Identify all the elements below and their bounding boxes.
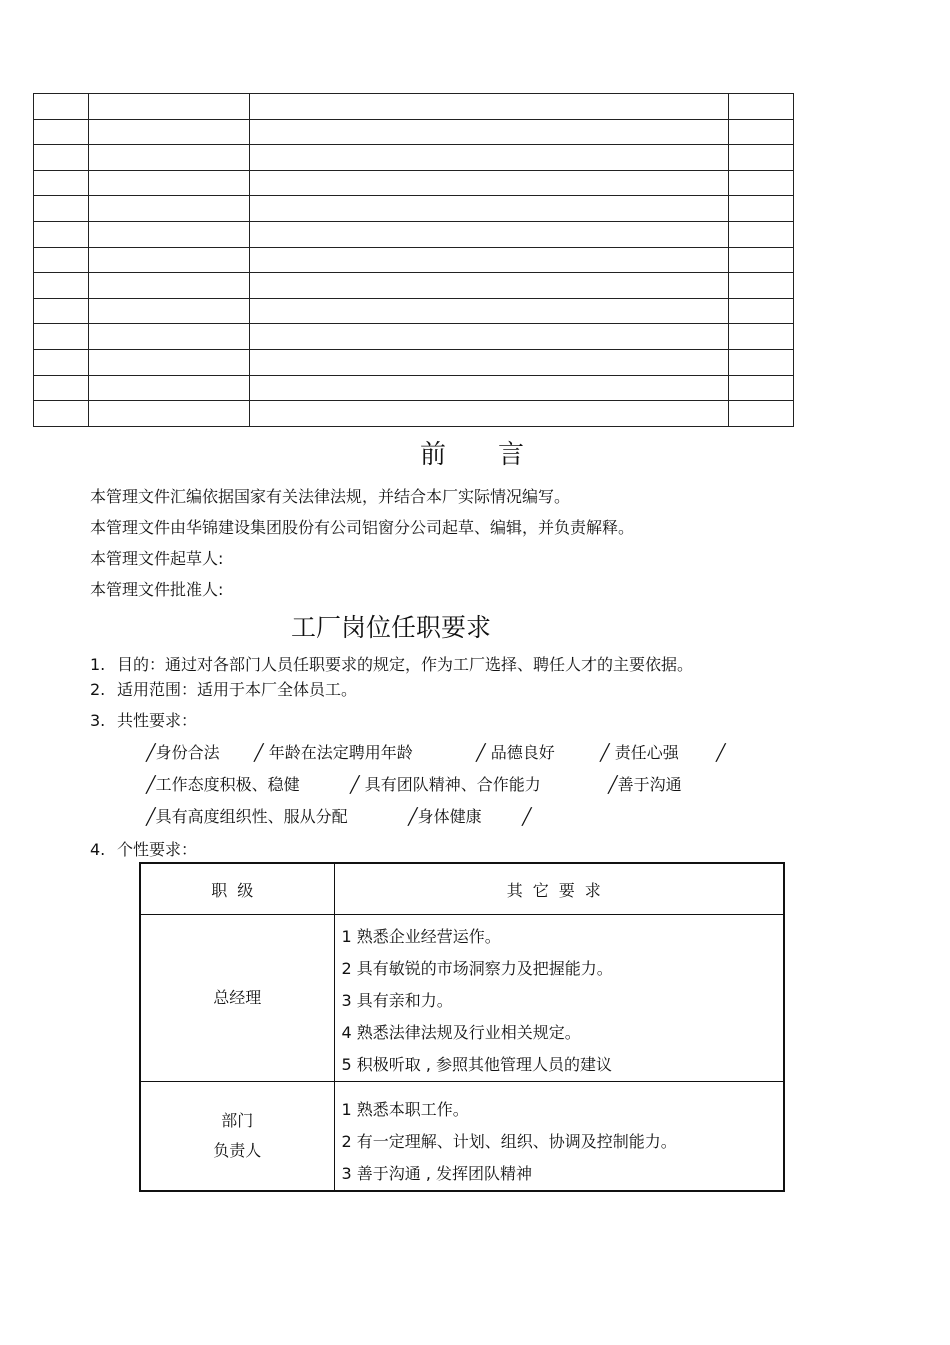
- role-cell: [140, 915, 334, 1082]
- blank-cell: [34, 324, 89, 350]
- blank-cell: [89, 349, 250, 375]
- trait: ╱善于沟通: [608, 775, 682, 794]
- blank-cell: [250, 94, 729, 120]
- header-level: 职级: [140, 863, 334, 915]
- header-other-requirements: 其它要求: [334, 863, 784, 915]
- blank-cell: [89, 247, 250, 273]
- blank-cell: [250, 145, 729, 171]
- blank-cell: [89, 196, 250, 222]
- table-header-row: [140, 863, 784, 915]
- trait: ╱具有高度组织性、服从分配: [146, 807, 348, 826]
- blank-cell: [34, 196, 89, 222]
- blank-row: [34, 401, 794, 427]
- blank-row: [34, 298, 794, 324]
- blank-cell: [89, 273, 250, 299]
- blank-cell: [250, 170, 729, 196]
- blank-cell: [250, 324, 729, 350]
- blank-row: [34, 94, 794, 120]
- item-number: 3.: [90, 711, 106, 730]
- trait: ╱ 具有团队精神、合作能力: [350, 775, 541, 794]
- item-text: 个性要求：: [117, 840, 198, 859]
- requirements-cell: [334, 1082, 784, 1192]
- blank-row: [34, 170, 794, 196]
- section-title: 工厂岗位任职要求: [291, 613, 492, 642]
- trait: ╱ 年龄在法定聘用年龄: [254, 743, 413, 762]
- blank-cell: [250, 298, 729, 324]
- blank-cell: [250, 273, 729, 299]
- requirement-line: 1 熟悉企业经营运作。: [341, 927, 501, 946]
- blank-row: [34, 247, 794, 273]
- blank-cell: [729, 247, 794, 273]
- blank-cell: [34, 170, 89, 196]
- blank-cell: [89, 94, 250, 120]
- blank-cell: [250, 196, 729, 222]
- blank-cell: [89, 119, 250, 145]
- blank-cell: [34, 247, 89, 273]
- trait: ╱身体健康: [408, 807, 482, 826]
- role-label: 负责人: [213, 1141, 262, 1160]
- blank-row: [34, 221, 794, 247]
- blank-row: [34, 375, 794, 401]
- blank-row: [34, 273, 794, 299]
- item-common-requirements: [90, 711, 197, 731]
- blank-cell: [729, 273, 794, 299]
- blank-cell: [89, 298, 250, 324]
- trait: ╱ 品德良好: [476, 743, 555, 762]
- blank-cell: [34, 119, 89, 145]
- blank-cell: [729, 196, 794, 222]
- blank-cell: [729, 170, 794, 196]
- blank-cell: [34, 273, 89, 299]
- item-number: 1.: [90, 655, 106, 674]
- preface-approver: 本管理文件批准人:: [90, 580, 224, 599]
- blank-cell: [250, 119, 729, 145]
- blank-row: [34, 145, 794, 171]
- requirement-line: 3 具有亲和力。: [341, 991, 453, 1010]
- requirement-line: 2 具有敏锐的市场洞察力及把握能力。: [341, 959, 613, 978]
- blank-row: [34, 119, 794, 145]
- blank-cell: [729, 375, 794, 401]
- blank-cell: [729, 94, 794, 120]
- blank-cell: [34, 298, 89, 324]
- blank-row: [34, 324, 794, 350]
- item-text: 目的：通过对各部门人员任职要求的规定，作为工厂选择、聘任人才的主要依据。: [117, 655, 694, 674]
- blank-cell: [729, 221, 794, 247]
- blank-cell: [34, 375, 89, 401]
- item-text: 适用范围：适用于本厂全体员工。: [117, 680, 358, 699]
- blank-row: [34, 196, 794, 222]
- preface-title: 前 言: [420, 440, 525, 470]
- table-row: [140, 915, 784, 1082]
- preface-paragraph-2: 本管理文件由华锦建设集团股份有公司铝窗分公司起草、编辑，并负责解释。: [90, 518, 635, 537]
- preface-drafter: 本管理文件起草人:: [90, 549, 224, 568]
- trait: ╱身份合法: [146, 743, 220, 762]
- item-number: 4.: [90, 840, 106, 859]
- trait: ╱工作态度积极、稳健: [146, 775, 300, 794]
- trait: ╱: [522, 807, 532, 826]
- blank-cell: [34, 94, 89, 120]
- blank-cell: [729, 401, 794, 427]
- blank-cell: [729, 119, 794, 145]
- trait: ╱ 责任心强: [600, 743, 679, 762]
- item-number: 2.: [90, 680, 106, 699]
- requirements-cell: [334, 915, 784, 1082]
- blank-cell: [729, 349, 794, 375]
- blank-cell: [729, 324, 794, 350]
- requirement-line: 5 积极听取 , 参照其他管理人员的建议: [341, 1055, 613, 1074]
- blank-cell: [250, 221, 729, 247]
- blank-row: [34, 349, 794, 375]
- blank-cell: [34, 221, 89, 247]
- role-cell: [140, 1082, 334, 1192]
- blank-cell: [34, 349, 89, 375]
- blank-cell: [250, 247, 729, 273]
- role-label: 总经理: [213, 988, 262, 1007]
- blank-cell: [250, 349, 729, 375]
- blank-cell: [34, 145, 89, 171]
- trait: ╱: [716, 743, 726, 762]
- blank-cell: [89, 221, 250, 247]
- blank-cell: [729, 298, 794, 324]
- blank-cell: [89, 170, 250, 196]
- requirement-line: 1 熟悉本职工作。: [341, 1100, 469, 1119]
- role-label: 部门: [221, 1111, 254, 1130]
- blank-cell: [89, 324, 250, 350]
- blank-cell: [34, 401, 89, 427]
- item-individual-requirements: [90, 840, 197, 860]
- item-text: 共性要求：: [117, 711, 198, 730]
- position-requirements-table: [139, 862, 785, 1192]
- blank-record-table: [33, 93, 794, 427]
- requirement-line: 4 熟悉法律法规及行业相关规定。: [341, 1023, 581, 1042]
- item-scope: [90, 680, 357, 700]
- table-row: [140, 1082, 784, 1192]
- preface-paragraph-1: 本管理文件汇编依据国家有关法律法规，并结合本厂实际情况编写。: [90, 487, 571, 506]
- item-purpose: [90, 655, 693, 675]
- blank-cell: [729, 145, 794, 171]
- blank-cell: [89, 375, 250, 401]
- requirement-line: 3 善于沟通 , 发挥团队精神: [341, 1164, 533, 1183]
- blank-cell: [250, 401, 729, 427]
- blank-cell: [89, 401, 250, 427]
- blank-cell: [250, 375, 729, 401]
- requirement-line: 2 有一定理解、计划、组织、协调及控制能力。: [341, 1132, 677, 1151]
- blank-cell: [89, 145, 250, 171]
